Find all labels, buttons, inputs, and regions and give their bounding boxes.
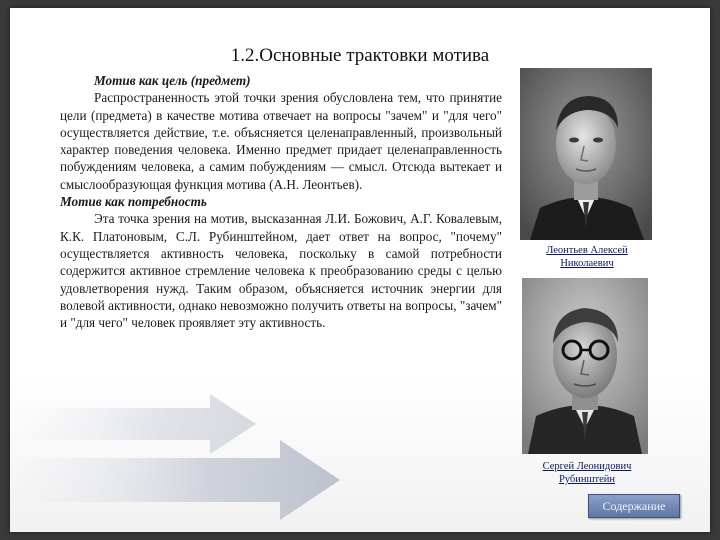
main-text: [60, 72, 502, 331]
portrait-rubinstein: [522, 278, 648, 454]
contents-button[interactable]: Содержание: [588, 494, 680, 518]
portrait-caption-leontiev[interactable]: Леонтьев Алексей Николаевич: [546, 245, 628, 269]
slide-title: 1.2.Основные трактовки мотива: [230, 45, 490, 66]
slide: [10, 8, 710, 532]
portrait-caption-rubinstein[interactable]: Сергей Леонидович Рубинштейн: [542, 461, 632, 485]
portrait-leontiev: [520, 68, 652, 240]
section-heading-need: Мотив как потребность: [60, 194, 207, 210]
section-text-goal: Распространенность этой точки зрения обусловлена тем, что принятие цели (предмета) в качестве мотива отвечает на вопросы "зачем" и "для чего" осуществляется действие, т.е. объясняется целенаправленный, произвольный характер поведения человека. Именно предмет придает целенаправленность побуждениям человека, а самим побуждениям — смысл. Отсюда вытекает и смыслообразующая функция мотива (А.Н. Леонтьев).: [60, 90, 502, 192]
section-heading-goal: Мотив как цель (предмет): [94, 73, 251, 88]
section-text-need: Эта точка зрения на мотив, высказанная Л.И. Божович, А.Г. Ковалевым, К.К. Платоновым, С.Л. Рубинштейном, дает ответ на вопрос, "почему" осуществляется активность человека, поскольку в самой потребности содержится активное стремление человека к преобразованию среды с целью удовлетворения нужд. Таким образом, объясняется источник энергии для волевой активности, однако невозможно получить ответы на вопросы, "зачем" и "для чего" человек проявляет эту активность.: [60, 211, 502, 331]
